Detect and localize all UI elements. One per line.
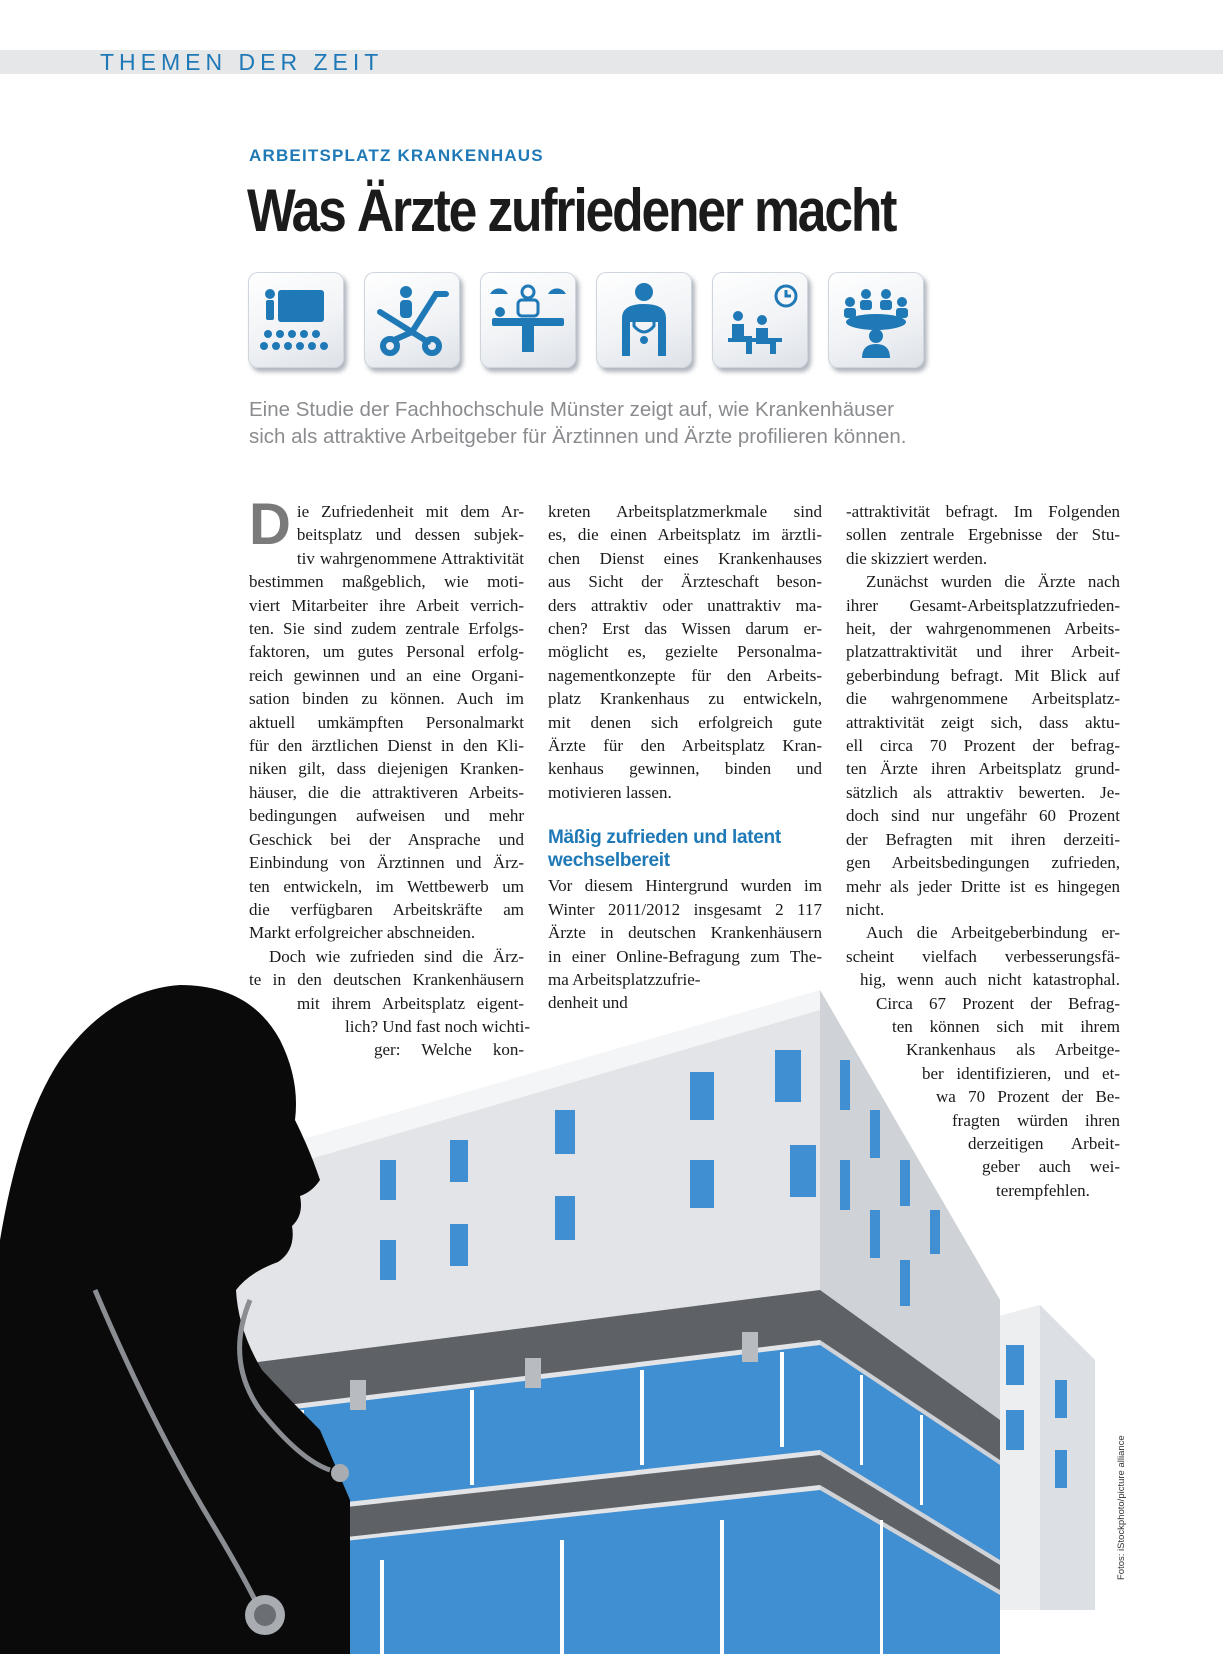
body-line: platz Krankenhaus zu entwickeln, <box>548 689 822 709</box>
body-line: aktuell umkämpften Personalmarkt <box>249 712 524 732</box>
body-line: mehr als jeder Dritte ist es hingegen <box>846 876 1120 896</box>
body-line: ger: Welche kon- <box>374 1040 524 1060</box>
body-line: ten können sich mit ihrem <box>892 1016 1120 1036</box>
body-line: nagementkonzepte für den Arbeits- <box>548 665 822 685</box>
photo-credit: Fotos: iStockphoto/picture alliance <box>1116 1435 1127 1580</box>
article-column-3 <box>846 500 1120 1202</box>
body-line: reich gewinnen und an eine Organi- <box>249 665 524 685</box>
body-line: Doch wie zufrieden sind die Ärz- <box>269 946 524 966</box>
body-line: mit denen sich erfolgreich gute <box>548 712 822 732</box>
body-line: beitsplatz und dessen subjek- <box>296 525 524 545</box>
body-line: faktoren, um gutes Personal erfolg- <box>249 642 524 662</box>
body-line: ders attraktiv oder unattraktiv ma- <box>548 595 822 615</box>
body-line: fragten würden ihren <box>952 1110 1120 1130</box>
body-line: terempfehlen. <box>996 1180 1090 1200</box>
dropcap: D <box>249 492 291 557</box>
body-line: Einbindung von Ärztinnen und Ärz- <box>249 853 524 873</box>
body-line: kenhaus gewinnen, binden und <box>548 759 822 779</box>
body-line: die skizziert werden. <box>846 548 988 568</box>
article-column-1 <box>249 492 531 1062</box>
body-line: motivieren lassen. <box>548 782 672 802</box>
body-line: niken gilt, dass diejenigen Kranken- <box>249 759 524 779</box>
body-line: ell circa 70 Prozent der befrag- <box>846 736 1120 756</box>
body-line: Winter 2011/2012 insgesamt 2 117 <box>548 899 822 919</box>
body-line: doch sind nur ungefähr 60 Prozent <box>846 806 1120 826</box>
subhead-line-1: Mäßig zufrieden und latent <box>548 827 781 849</box>
body-line: sätzlich als attraktiv bewerten. Je- <box>846 782 1120 802</box>
body-line: derzeitigen Arbeit- <box>968 1133 1120 1153</box>
body-line: wa 70 Prozent der Be- <box>936 1087 1120 1107</box>
section-label: THEMEN DER ZEIT <box>100 49 384 75</box>
body-line: Circa 67 Prozent der Befrag- <box>876 993 1120 1013</box>
body-line: der Befragten mit ihren derzeiti- <box>846 829 1120 849</box>
body-line: bedingungen aufweisen und mehr <box>249 806 524 826</box>
body-line: ten entwickeln, im Wettbewerb um <box>249 876 524 896</box>
body-line: Geschick bei der Ansprache und <box>249 829 524 849</box>
body-line: Zunächst wurden die Ärzte nach <box>866 572 1120 592</box>
subhead-line-2: wechselbereit <box>548 850 670 872</box>
body-line: Auch die Arbeitgeberbindung er- <box>866 923 1120 943</box>
body-line: denheit und <box>548 993 628 1013</box>
body-line: die wahrgenommene Arbeitsplatz- <box>846 689 1120 709</box>
body-line: gen Arbeitsbedingungen zufrieden, <box>846 853 1120 873</box>
body-line: für den ärztlichen Dienst in den Kli- <box>249 736 524 756</box>
body-line: Ärzte in deutschen Krankenhäusern <box>548 923 822 943</box>
hospital-right-tower <box>985 1305 1095 1610</box>
body-line: häuser, die die attraktiveren Arbeits- <box>249 782 524 802</box>
body-line: Ärzte für den Arbeitsplatz Kran- <box>548 736 822 756</box>
body-line: sollen zentrale Ergebnisse der Stu- <box>846 525 1120 545</box>
body-line: möglicht es, gezielte Personalma- <box>548 642 822 662</box>
body-line: bestimmen maßgeblich, wie moti- <box>249 572 524 592</box>
body-line: nicht. <box>846 899 885 919</box>
body-line: tiv wahrgenommene Attraktivität <box>296 548 524 568</box>
body-line: in einer Online-Befragung zum The- <box>548 946 822 966</box>
subtitle-line-1: Eine Studie der Fachhochschule Münster zeigt auf, wie Krankenhäuser <box>249 398 894 421</box>
body-line: ten. Sie sind zudem zentrale Erfolgs- <box>249 619 524 639</box>
body-line: kreten Arbeitsplatzmerkmale sind <box>548 502 822 521</box>
body-line: ihrer Gesamt-Arbeitsplatzzufrieden- <box>846 595 1120 615</box>
body-line: te in den deutschen Krankenhäusern <box>249 970 524 990</box>
body-line: chen Dienst eines Krankenhauses <box>548 548 822 568</box>
body-line: platzattraktivität und ihrer Arbeit- <box>846 642 1120 662</box>
body-line: mit ihrem Arbeitsplatz eigent- <box>297 993 524 1013</box>
body-line: es, die einen Arbeitsplatz im ärztli- <box>548 525 822 545</box>
body-line: viert Mitarbeiter ihre Arbeit verrich- <box>249 595 524 615</box>
body-line: die verfügbaren Arbeitskräfte am <box>249 899 524 919</box>
body-line: geber auch wei- <box>982 1157 1120 1177</box>
subtitle-line-2: sich als attraktive Arbeitgeber für Ärztinnen und Ärzte profilieren können. <box>249 425 907 448</box>
article-title: Was Ärzte zufriedener macht <box>247 177 896 244</box>
body-line: heit, der wahrgenommenen Arbeits- <box>846 619 1120 639</box>
body-line: ber identifizieren, und et- <box>922 1063 1120 1083</box>
body-line: sation binden zu können. Auch im <box>249 689 524 709</box>
body-line: ten Ärzte ihren Arbeitsplatz grund- <box>846 759 1120 779</box>
body-line: -attraktivität befragt. Im Folgenden <box>846 502 1120 521</box>
section-subhead <box>548 826 822 872</box>
body-line: Krankenhaus als Arbeitge- <box>906 1040 1120 1060</box>
body-line: ma Arbeitsplatzzufrie- <box>548 969 701 989</box>
body-line: attraktivität zeigt sich, dass aktu- <box>846 712 1120 732</box>
body-line: Markt erfolgreicher abschneiden. <box>249 923 476 943</box>
article-kicker: ARBEITSPLATZ KRANKENHAUS <box>249 146 544 165</box>
body-line: hig, wenn auch nicht katastrophal. <box>860 970 1120 990</box>
article-column-2 <box>548 500 822 1015</box>
body-line: ie Zufriedenheit mit dem Ar- <box>296 502 524 521</box>
body-line: lich? Und fast noch wichti- <box>345 1016 531 1036</box>
body-line: Vor diesem Hintergrund wurden im <box>548 876 822 896</box>
body-line: aus Sicht der Ärzteschaft beson- <box>548 572 822 592</box>
body-line: scheint vielfach verbesserungsfä- <box>846 946 1120 966</box>
body-line: geberbindung befragt. Mit Blick auf <box>846 665 1120 685</box>
body-line: chen? Erst das Wissen darum er- <box>548 619 822 639</box>
